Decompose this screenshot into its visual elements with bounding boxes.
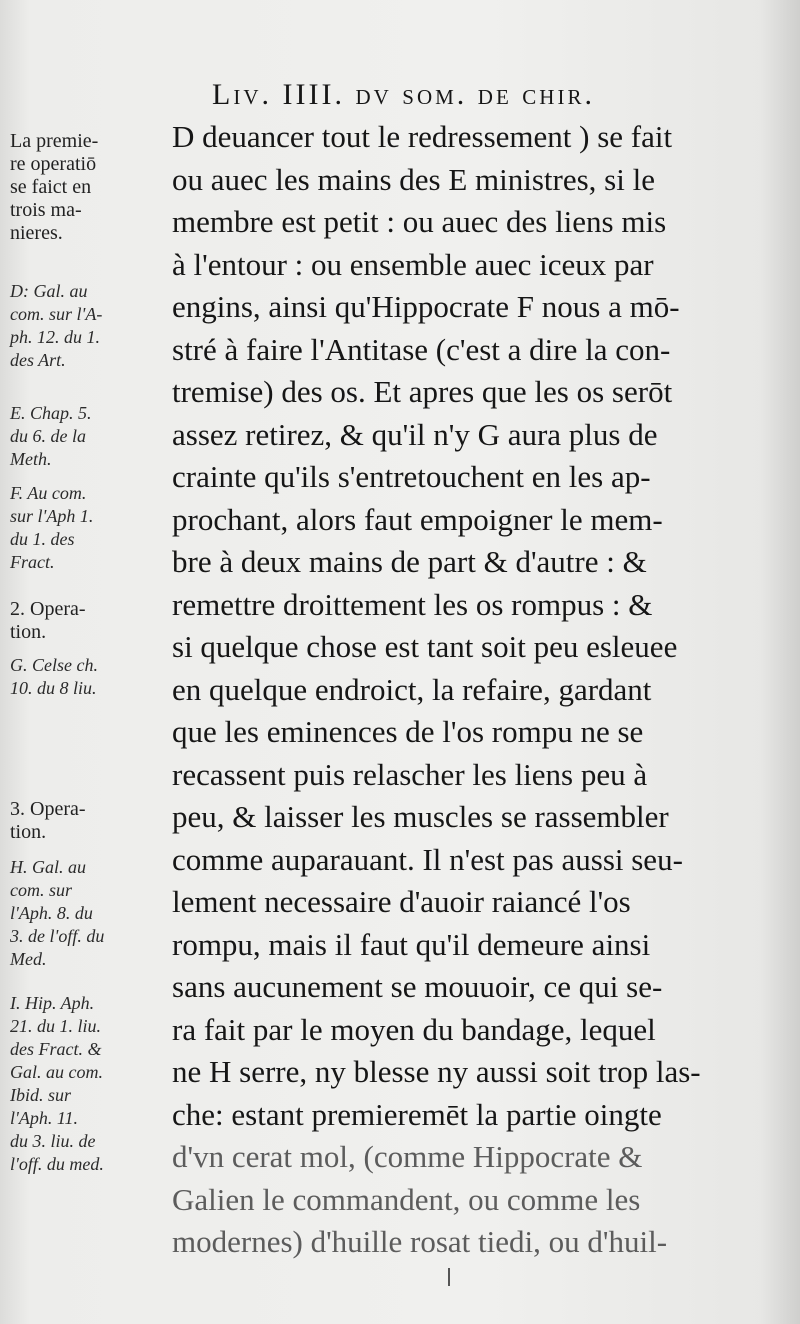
text-line: recassent puis relascher les liens peu à: [172, 756, 648, 792]
text-line: comme auparauant. Il n'est pas aussi seu-: [172, 841, 683, 877]
margin-note: E. Chap. 5. du 6. de la Meth.: [10, 403, 92, 469]
text-line: remettre droittement les os rompus : &: [172, 586, 653, 622]
margin-note: G. Celse ch. 10. du 8 liu.: [10, 655, 98, 698]
margin-note: 2. Opera- tion.: [10, 598, 86, 643]
text-line: stré à faire l'Antitase (c'est a dire la con-: [172, 331, 671, 367]
text-line: tremise) des os. Et apres que les os serōt: [172, 374, 673, 409]
text-line: ou auec les mains des E ministres, si le: [172, 161, 655, 197]
text-line: rompu, mais il faut qu'il demeure ainsi: [172, 926, 651, 962]
text-line: que les eminences de l'os rompu ne se: [172, 714, 644, 749]
page-gutter-shadow: [760, 0, 800, 1324]
margin-note: H. Gal. au com. sur l'Aph. 8. du 3. de l'off. du Med.: [10, 857, 105, 969]
text-line: modernes) d'huille rosat tiedi, ou d'huil-: [172, 1224, 668, 1259]
text-line: prochant, alors faut empoigner le mem-: [172, 501, 663, 537]
text-line: en quelque endroict, la refaire, gardant: [172, 671, 652, 707]
text-line: crainte qu'ils s'entretouchent en les ap-: [172, 459, 651, 494]
text-line: à l'entour : ou ensemble auec iceux par: [172, 246, 654, 282]
margin-note: 3. Opera- tion.: [10, 798, 86, 843]
text-line: peu, & laisser les muscles se rassembler: [172, 799, 669, 834]
text-line: ne H serre, ny blesse ny aussi soit trop las-: [172, 1054, 701, 1089]
text-line: Galien le commandent, ou comme les: [172, 1181, 641, 1217]
text-line: d'vn cerat mol, (comme Hippocrate &: [172, 1139, 643, 1174]
text-line: D deuancer tout le redressement ) se fait: [172, 119, 673, 154]
text-line: assez retirez, & qu'il n'y G aura plus de: [172, 416, 658, 452]
text-line: lement necessaire d'auoir raiancé l'os: [172, 884, 631, 919]
margin-note: D: Gal. au com. sur l'A- ph. 12. du 1. des Art.: [10, 281, 103, 370]
text-line: membre est petit : ou auec des liens mis: [172, 204, 667, 239]
printer-mark: [448, 1268, 450, 1286]
text-line: bre à deux mains de part & d'autre : &: [172, 544, 647, 579]
running-head: Liv. IIII. dv som. de chir.: [212, 78, 595, 111]
text-line: engins, ainsi qu'Hippocrate F nous a mō-: [172, 289, 680, 324]
text-line: che: estant premieremēt la partie oingte: [172, 1096, 662, 1132]
text-line: sans aucunement se mouuoir, ce qui se-: [172, 969, 663, 1004]
text-line: si quelque chose est tant soit peu esleuee: [172, 629, 678, 664]
main-text-block: [172, 116, 744, 1264]
margin-note: F. Au com. sur l'Aph 1. du 1. des Fract.: [10, 483, 94, 572]
margin-note: La premie- re operatiō se faict en trois ma- nieres.: [10, 130, 99, 244]
margin-note: I. Hip. Aph. 21. du 1. liu. des Fract. & Gal. au com. Ibid. sur l'Aph. 11. du 3. liu. de l'off. du med.: [10, 993, 104, 1174]
text-line: ra fait par le moyen du bandage, lequel: [172, 1011, 656, 1047]
